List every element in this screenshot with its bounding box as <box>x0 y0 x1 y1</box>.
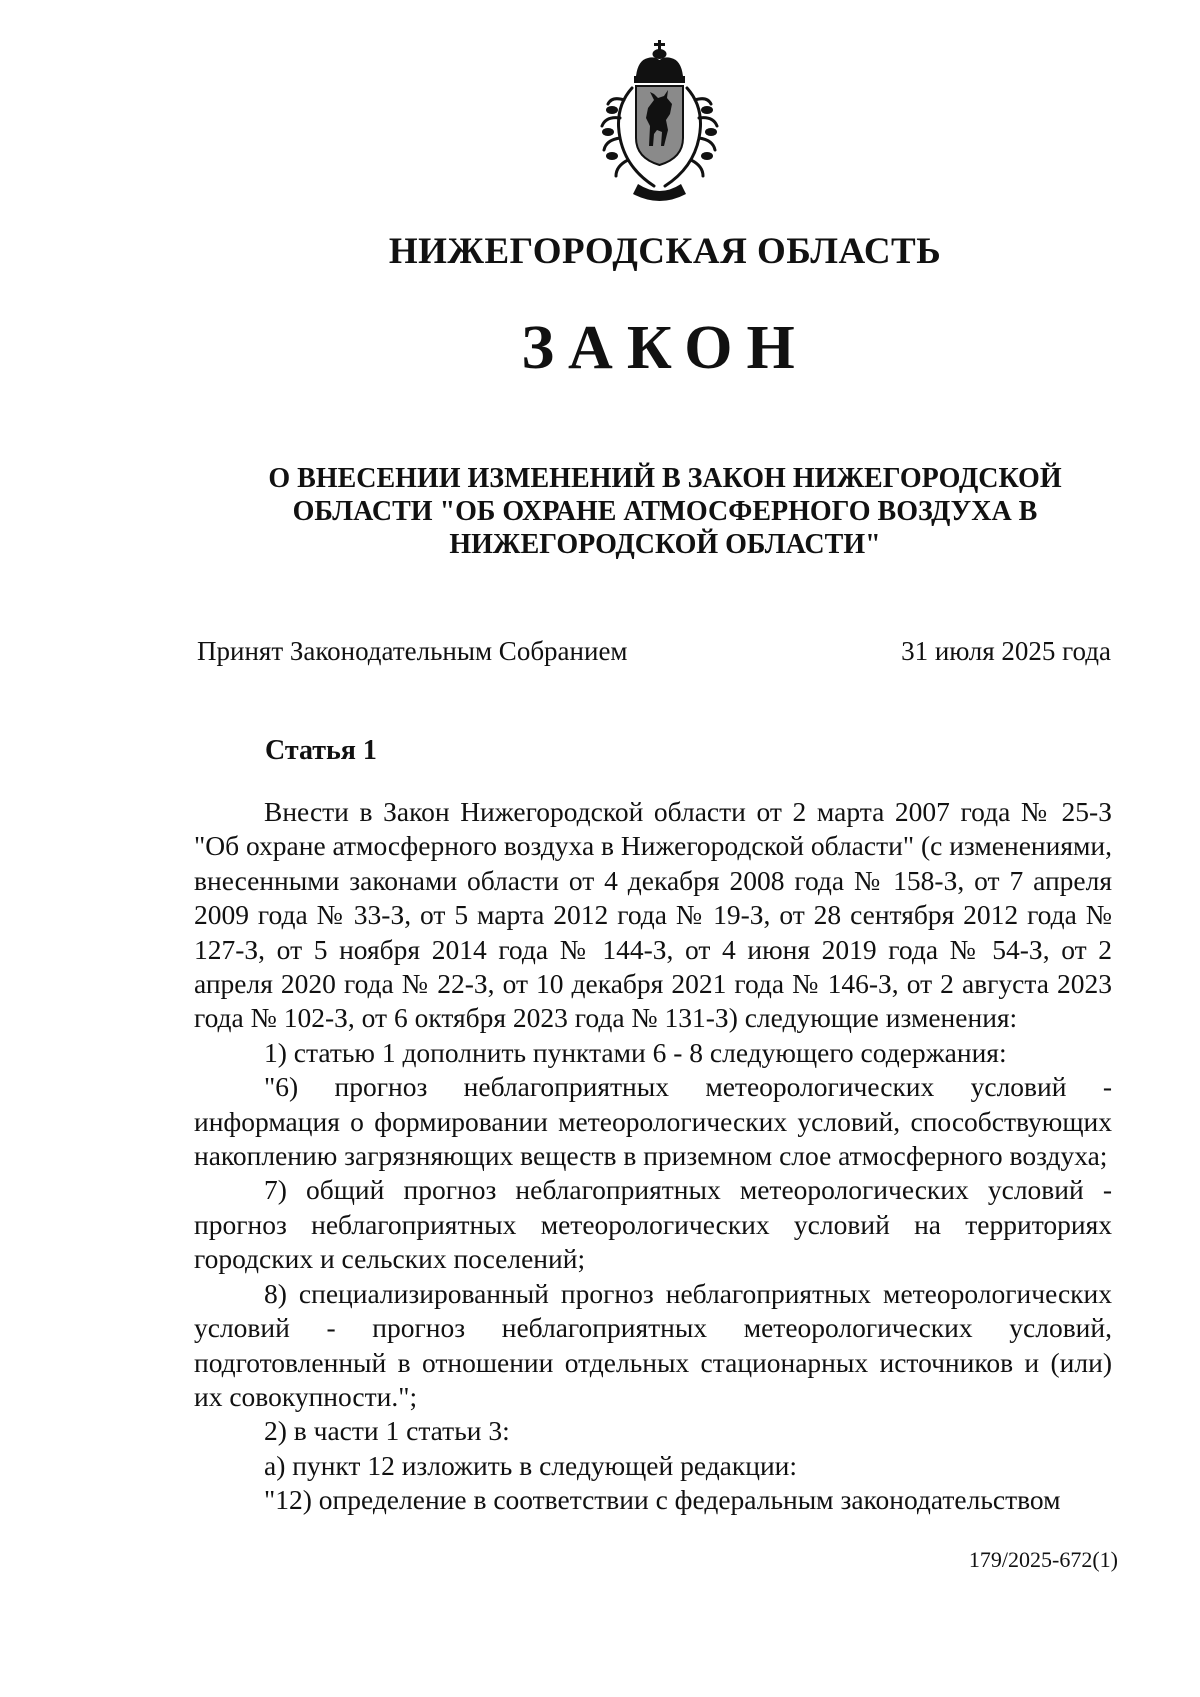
adoption-line <box>197 636 1111 667</box>
paragraph: Внести в Закон Нижегородской области от 2 марта 2007 года № 25-З "Об охране атмосферного воздуха в Нижегородской области" (с изменениями, внесенными законами области от 4 декабря 2008 года № 158-З, от 7 апреля 2009 года № 33-З, от 5 марта 2012 года № 19-З, от 28 сентября 2012 года № 127-З, от 5 ноября 2014 года № 144-З, от 4 июня 2019 года № 54-З, от 2 апреля 2020 года № 22-З, от 10 декабря 2021 года № 146-З, от 2 августа 2023 года № 102-З, от 6 октября 2023 года № 131-З) следующие изменения: <box>194 796 1112 1034</box>
paragraph: 1) статью 1 дополнить пунктами 6 - 8 следующего содержания: <box>264 1036 1007 1068</box>
paragraph: 8) специализированный прогноз неблагоприятных метеорологических условий - прогноз неблагоприятных метеорологических условий, подготовленный в отношении отдельных стационарных источников и (или) их совокупности."; <box>194 1277 1112 1412</box>
coat-of-arms-icon <box>594 38 732 203</box>
region-title: НИЖЕГОРОДСКАЯ ОБЛАСТЬ <box>388 231 942 272</box>
document-code: 179/2025-672(1) <box>968 1547 1118 1572</box>
article-heading: Статья 1 <box>265 735 377 766</box>
paragraph: "6) прогноз неблагоприятных метеорологических условий - информация о формировании метеорологических условий, способствующих накоплению загрязняющих веществ в приземном слое атмосферного воздуха; <box>194 1071 1112 1172</box>
adoption-date: 31 июля 2025 года <box>901 636 1111 666</box>
adoption-label: Принят Законодательным Собранием <box>197 636 628 666</box>
paragraph: 2) в части 1 статьи 3: <box>264 1415 510 1447</box>
document-type-title: ЗАКОН <box>521 314 809 382</box>
law-title: О ВНЕСЕНИИ ИЗМЕНЕНИЙ В ЗАКОН НИЖЕГОРОДСКОЙ ОБЛАСТИ "ОБ ОХРАНЕ АТМОСФЕРНОГО ВОЗДУХА В НИЖЕГОРОДСКОЙ ОБЛАСТИ" <box>268 463 1062 560</box>
article-body <box>194 795 1112 1518</box>
paragraph: "12) определение в соответствии с федеральным законодательством <box>264 1484 1061 1516</box>
paragraph: 7) общий прогноз неблагоприятных метеорологических условий - прогноз неблагоприятных метеорологических условий на территориях городских и сельских поселений; <box>194 1174 1112 1275</box>
paragraph: а) пункт 12 изложить в следующей редакции: <box>264 1449 798 1481</box>
